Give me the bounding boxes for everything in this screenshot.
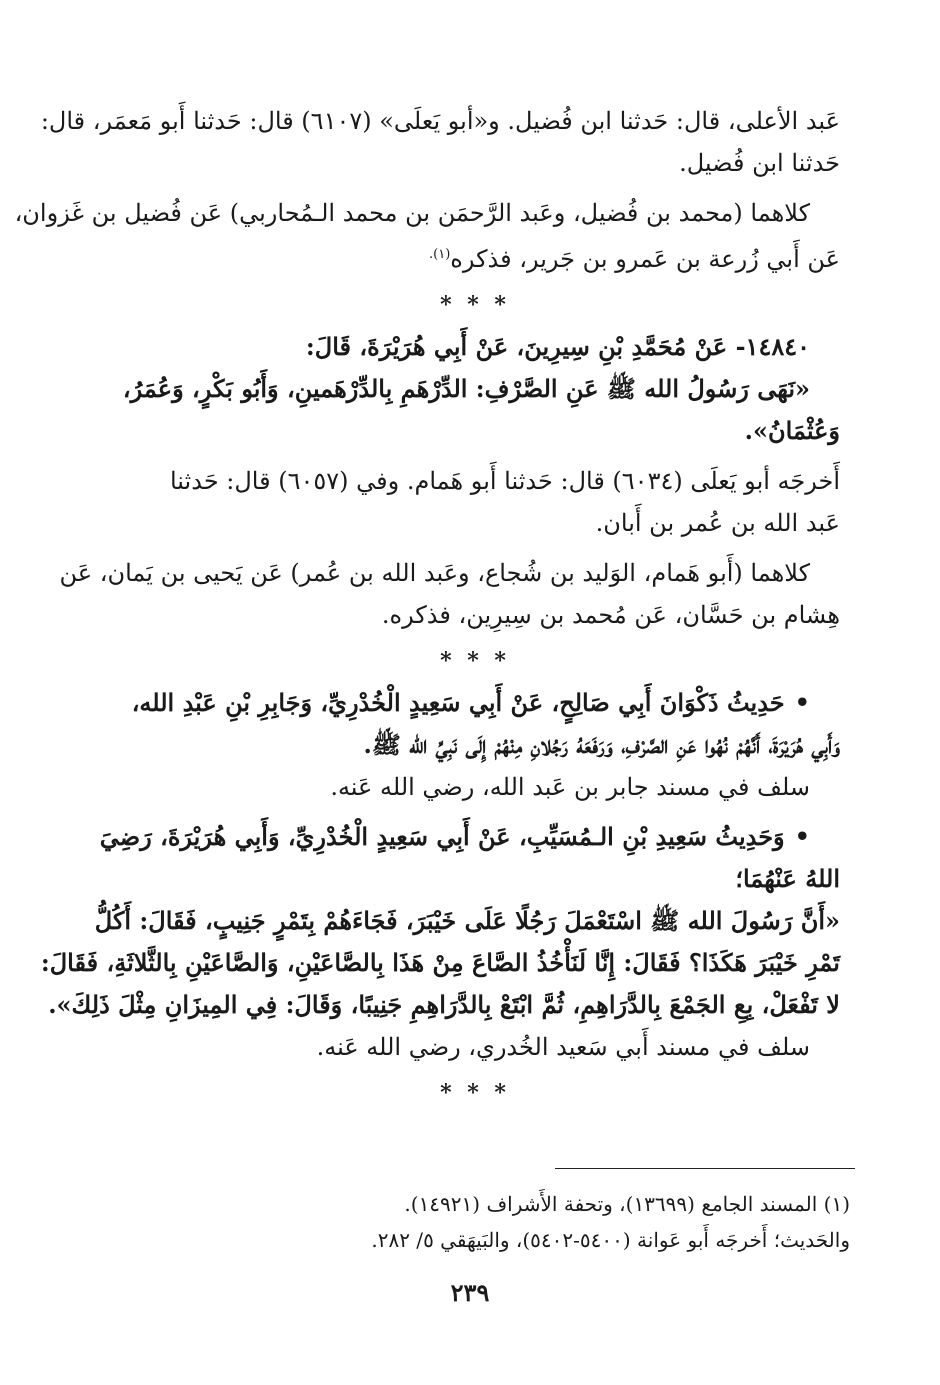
text-line: كلاهما (أَبو هَمام، الوَليد بن شُجاع، وعَبد الله بن عُمر) عَن يَحيى بن يَمان، عَن [59, 559, 810, 587]
text-line: كلاهما (محمد بن فُضيل، وعَبد الرَّحمَن بن محمد الـمُحاربي) عَن فُضيل بن غَزوان، [14, 199, 810, 227]
paragraph-chain-1 [40, 100, 840, 184]
bullet-line: اللهُ عَنْهُمَا؛ [735, 864, 840, 893]
hadith-text-line: وَعُثْمَانُ». [744, 416, 840, 445]
hadith-heading: ١٤٨٤٠- عَنْ مُحَمَّدِ بْنِ سِيرِينَ، عَنْ أَبِي هُرَيْرَةَ، قَالَ: [305, 332, 810, 361]
text-line: عَبد الله بن عُمر بن أَبان. [595, 509, 840, 537]
bullet-line [110, 682, 840, 724]
chain-paragraph [59, 552, 840, 636]
footnote-line: (١) المسند الجامع (١٣٦٩٩)، وتحفة الأَشراف (١٤٩٢١). [404, 1192, 850, 1216]
footnote-line: والحَديث؛ أَخرجَه أَبو عَوانة (٥٤٠٠-٥٤٠٢)، والبَيهَقي ٥/ ٢٨٢. [371, 1228, 850, 1252]
separator-stars: * * * [440, 1080, 510, 1106]
text-line: عَبد الأعلى، قال: حَدثنا ابن فُضيل. و«أبو يَعلَى» (٦١٠٧) قال: حَدثنا أَبو مَعمَر، قال: [40, 107, 840, 135]
text-line [110, 234, 840, 280]
separator-stars: * * * [440, 648, 510, 674]
page-body [14, 100, 840, 1114]
bullet-entry-2 [40, 816, 840, 1068]
cross-reference-note: سلف في مسند أَبي سَعيد الخُدري، رضي الله عَنه. [316, 1033, 810, 1061]
bullet-entry-1 [110, 682, 840, 808]
bullet-line [99, 816, 840, 858]
text-line: أَخرجَه أبو يَعلَى (٦٠٣٤) قال: حَدثنا أَبو هَمام. وفي (٦٠٥٧) قال: حَدثنا [169, 467, 840, 495]
hadith-text-line: تَمْرِ خَيْبَرَ هَكَذَا؟ فَقَالَ: إِنَّا لَنَأْخُذُ الصَّاعَ مِنْ هَذَا بِالصَّاعَيْنِ، وَالصَّاعَيْنِ بِالثَّلاثَةِ، فَقَالَ: [40, 948, 840, 977]
bullet-line: وَأَبِي هُرَيْرَةَ، أَنَّهُمْ نُهُوا عَنِ الصَّرْفِ، وَرَفَعَهُ رَجُلانِ مِنْهُمْ إِلَى نَبِيِّ الله ﷺ. [363, 730, 840, 759]
footnote-divider [555, 1168, 855, 1169]
text-line: هِشام بن حَسَّان، عَن مُحمد بن سِيرِين، فذكره. [381, 601, 840, 629]
takhrij-paragraph [110, 460, 840, 544]
hadith-14840 [110, 326, 840, 452]
text-segment: حَدِيثُ ذَكْوَانَ أَبِي صَالِحٍ، عَنْ أَبِي سَعِيدٍ الْخُدْرِيِّ، وَجَابِرِ بْنِ عَبْدِ الله، [131, 688, 785, 717]
paragraph-chain-2 [14, 192, 840, 280]
footnote-ref[interactable]: (١). [429, 247, 451, 262]
cross-reference-note: سلف في مسند جابر بن عَبد الله، رضي الله عَنه. [330, 773, 810, 801]
hadith-text-line: لا تَفْعَلْ، بِعِ الجَمْعَ بِالدَّرَاهِمِ، ثُمَّ ابْتَعْ بِالدَّرَاهِمِ جَنِيبًا، وَقَالَ: فِي المِيزَانِ مِثْلَ ذَلِكَ». [48, 990, 840, 1019]
hadith-text-line: «نَهَى رَسُولُ الله ﷺ عَنِ الصَّرْفِ: الدِّرْهَمِ بِالدِّرْهَمينِ، وَأَبُو بَكْرٍ، وَعُمَرُ، [122, 374, 810, 403]
text-line: حَدثنا ابن فُضيل. [679, 149, 840, 177]
text-segment: وَحَدِيثُ سَعِيدِ بْنِ الـمُسَيِّبِ، عَنْ أَبِي سَعِيدٍ الْخُدْرِيِّ، وَأَبِي هُرَيْرَةَ، رَضِيَ [99, 822, 785, 851]
separator-stars: * * * [440, 292, 510, 318]
page-number: ٢٣٩ [450, 1278, 490, 1307]
bullet-icon: • [794, 688, 810, 717]
text-segment: عَن أَبي زُرعة بن عَمرو بن جَرير، فذكره [450, 245, 840, 273]
footnotes [180, 1186, 850, 1258]
bullet-icon: • [794, 822, 810, 851]
hadith-text-line: «أَنَّ رَسُولَ الله ﷺ اسْتَعْمَلَ رَجُلًا عَلَى خَيْبَرَ، فَجَاءَهُمْ بِتَمْرٍ جَنِيبٍ، فَقَالَ: أَكُلُّ [94, 906, 840, 935]
